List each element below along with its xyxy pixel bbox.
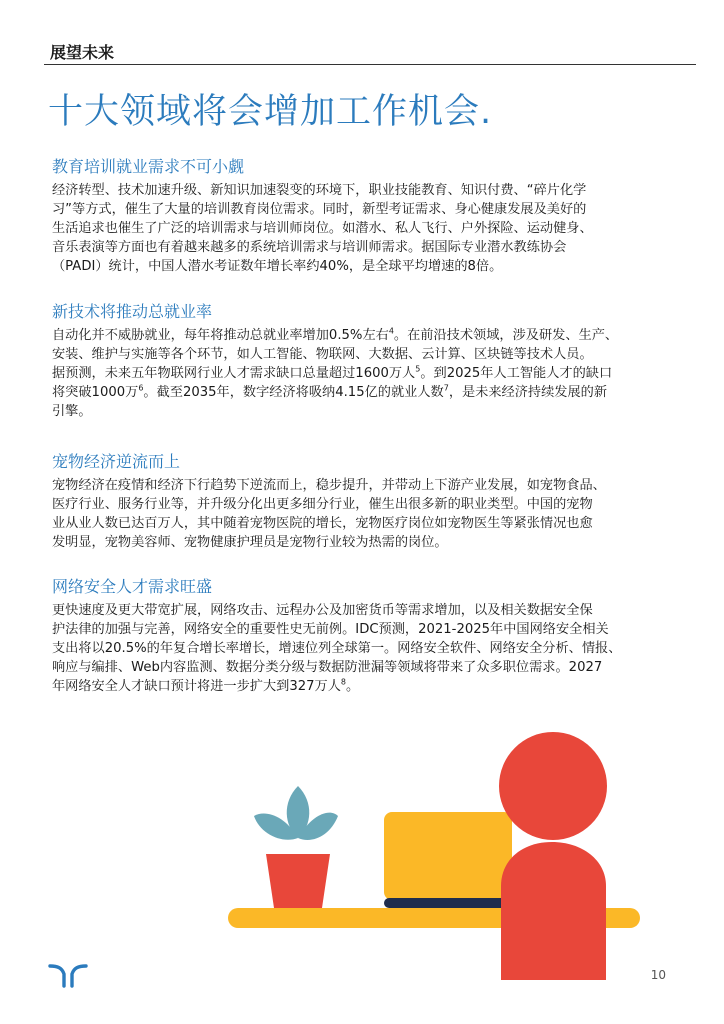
body-line: 发明显，宠物美容师、宠物健康护理员是宠物行业较为热需的岗位。 bbox=[52, 535, 448, 550]
footnote-ref: 4 bbox=[388, 326, 394, 336]
running-header: 展望未来 bbox=[50, 43, 115, 62]
section-pet-economy bbox=[52, 449, 678, 552]
body-line: 安装、维护与实施等各个环节，如人工智能、物联网、大数据、云计算、区块链等技术人员。 bbox=[52, 347, 593, 362]
body-line: 护法律的加强与完善，网络安全的重要性史无前例。IDC预测，2021-2025年中国网络安全相关 bbox=[52, 622, 609, 637]
section-title: 新技术将推动总就业率 bbox=[52, 302, 213, 321]
section-title: 网络安全人才需求旺盛 bbox=[52, 577, 213, 596]
body-line: 年网络安全人才缺口预计将进一步扩大到327万人$^8$。 bbox=[52, 677, 360, 694]
page-title: 十大领域将会增加工作机会. bbox=[48, 92, 493, 132]
body-line: 据预测，未来五年物联网行业人才需求缺口总量超过1600万人$^5$。到2025年人工智能人才的缺口 bbox=[52, 364, 613, 381]
body-line: 支出将以20.5%的年复合增长率增长，增速位列全球第一。网络安全软件、网络安全分析、情报、 bbox=[52, 641, 622, 656]
footnote-ref: 6 bbox=[138, 383, 144, 393]
page-number: 10 bbox=[650, 968, 666, 982]
body-line: 业从业人数已达百万人，其中随着宠物医院的增长，宠物医疗岗位如宠物医生等紧张情况也愈 bbox=[52, 516, 593, 531]
section-title: 教育培训就业需求不可小觑 bbox=[52, 157, 245, 176]
body-line: 将突破1000万$^6$。截至2035年，数字经济将吸纳4.15亿的就业人数$^7$，是未来经济持续发展的新 bbox=[52, 383, 608, 400]
body-line: （PADI）统计，中国人潜水考证数年增长率约40%，是全球平均增速的8倍。 bbox=[52, 259, 503, 274]
section-cybersecurity bbox=[52, 574, 678, 696]
body-line: 经济转型、技术加速升级、新知识加速裂变的环境下，职业技能教育、知识付费、“碎片化学 bbox=[52, 183, 587, 198]
body-line: 习”等方式，催生了大量的培训教育岗位需求。同时，新型考证需求、身心健康发展及美好的 bbox=[52, 202, 587, 217]
footnote-ref: 7 bbox=[443, 383, 449, 393]
body-line: 医疗行业、服务行业等，并升级分化出更多细分行业，催生出很多新的职业类型。中国的宠物 bbox=[52, 497, 593, 512]
body-line: 宠物经济在疫情和经济下行趋势下逆流而上，稳步提升，并带动上下游产业发展，如宠物食品、 bbox=[52, 478, 606, 493]
body-line: 自动化并不威胁就业，每年将推动总就业率增加0.5%左右$^4$。在前沿技术领域，涉及研发、生产、 bbox=[52, 326, 619, 343]
body-line: 生活追求也催生了广泛的培训需求与培训师岗位。如潜水、私人飞行、户外探险、运动健身、 bbox=[52, 221, 593, 236]
plant-icon bbox=[254, 786, 338, 908]
section-title: 宠物经济逆流而上 bbox=[52, 452, 181, 471]
person-icon bbox=[499, 732, 607, 980]
workspace-illustration bbox=[226, 726, 646, 986]
body-line: 引擎。 bbox=[52, 404, 92, 419]
body-line: 响应与编排、Web内容监测、数据分类分级与数据防泄漏等领域将带来了众多职位需求。2027 bbox=[52, 660, 603, 675]
body-line: 音乐表演等方面也有着越来越多的系统培训需求与培训师需求。据国际专业潜水教练协会 bbox=[52, 240, 567, 255]
footnote-ref: 5 bbox=[415, 364, 421, 374]
section-new-tech bbox=[52, 299, 678, 421]
footnote-ref: 8 bbox=[340, 677, 347, 687]
brand-logo-icon bbox=[48, 962, 88, 988]
header-divider bbox=[44, 64, 696, 65]
body-line: 更快速度及更大带宽扩展，网络攻击、远程办公及加密货币等需求增加，以及相关数据安全保 bbox=[52, 603, 593, 618]
section-education bbox=[52, 154, 678, 276]
